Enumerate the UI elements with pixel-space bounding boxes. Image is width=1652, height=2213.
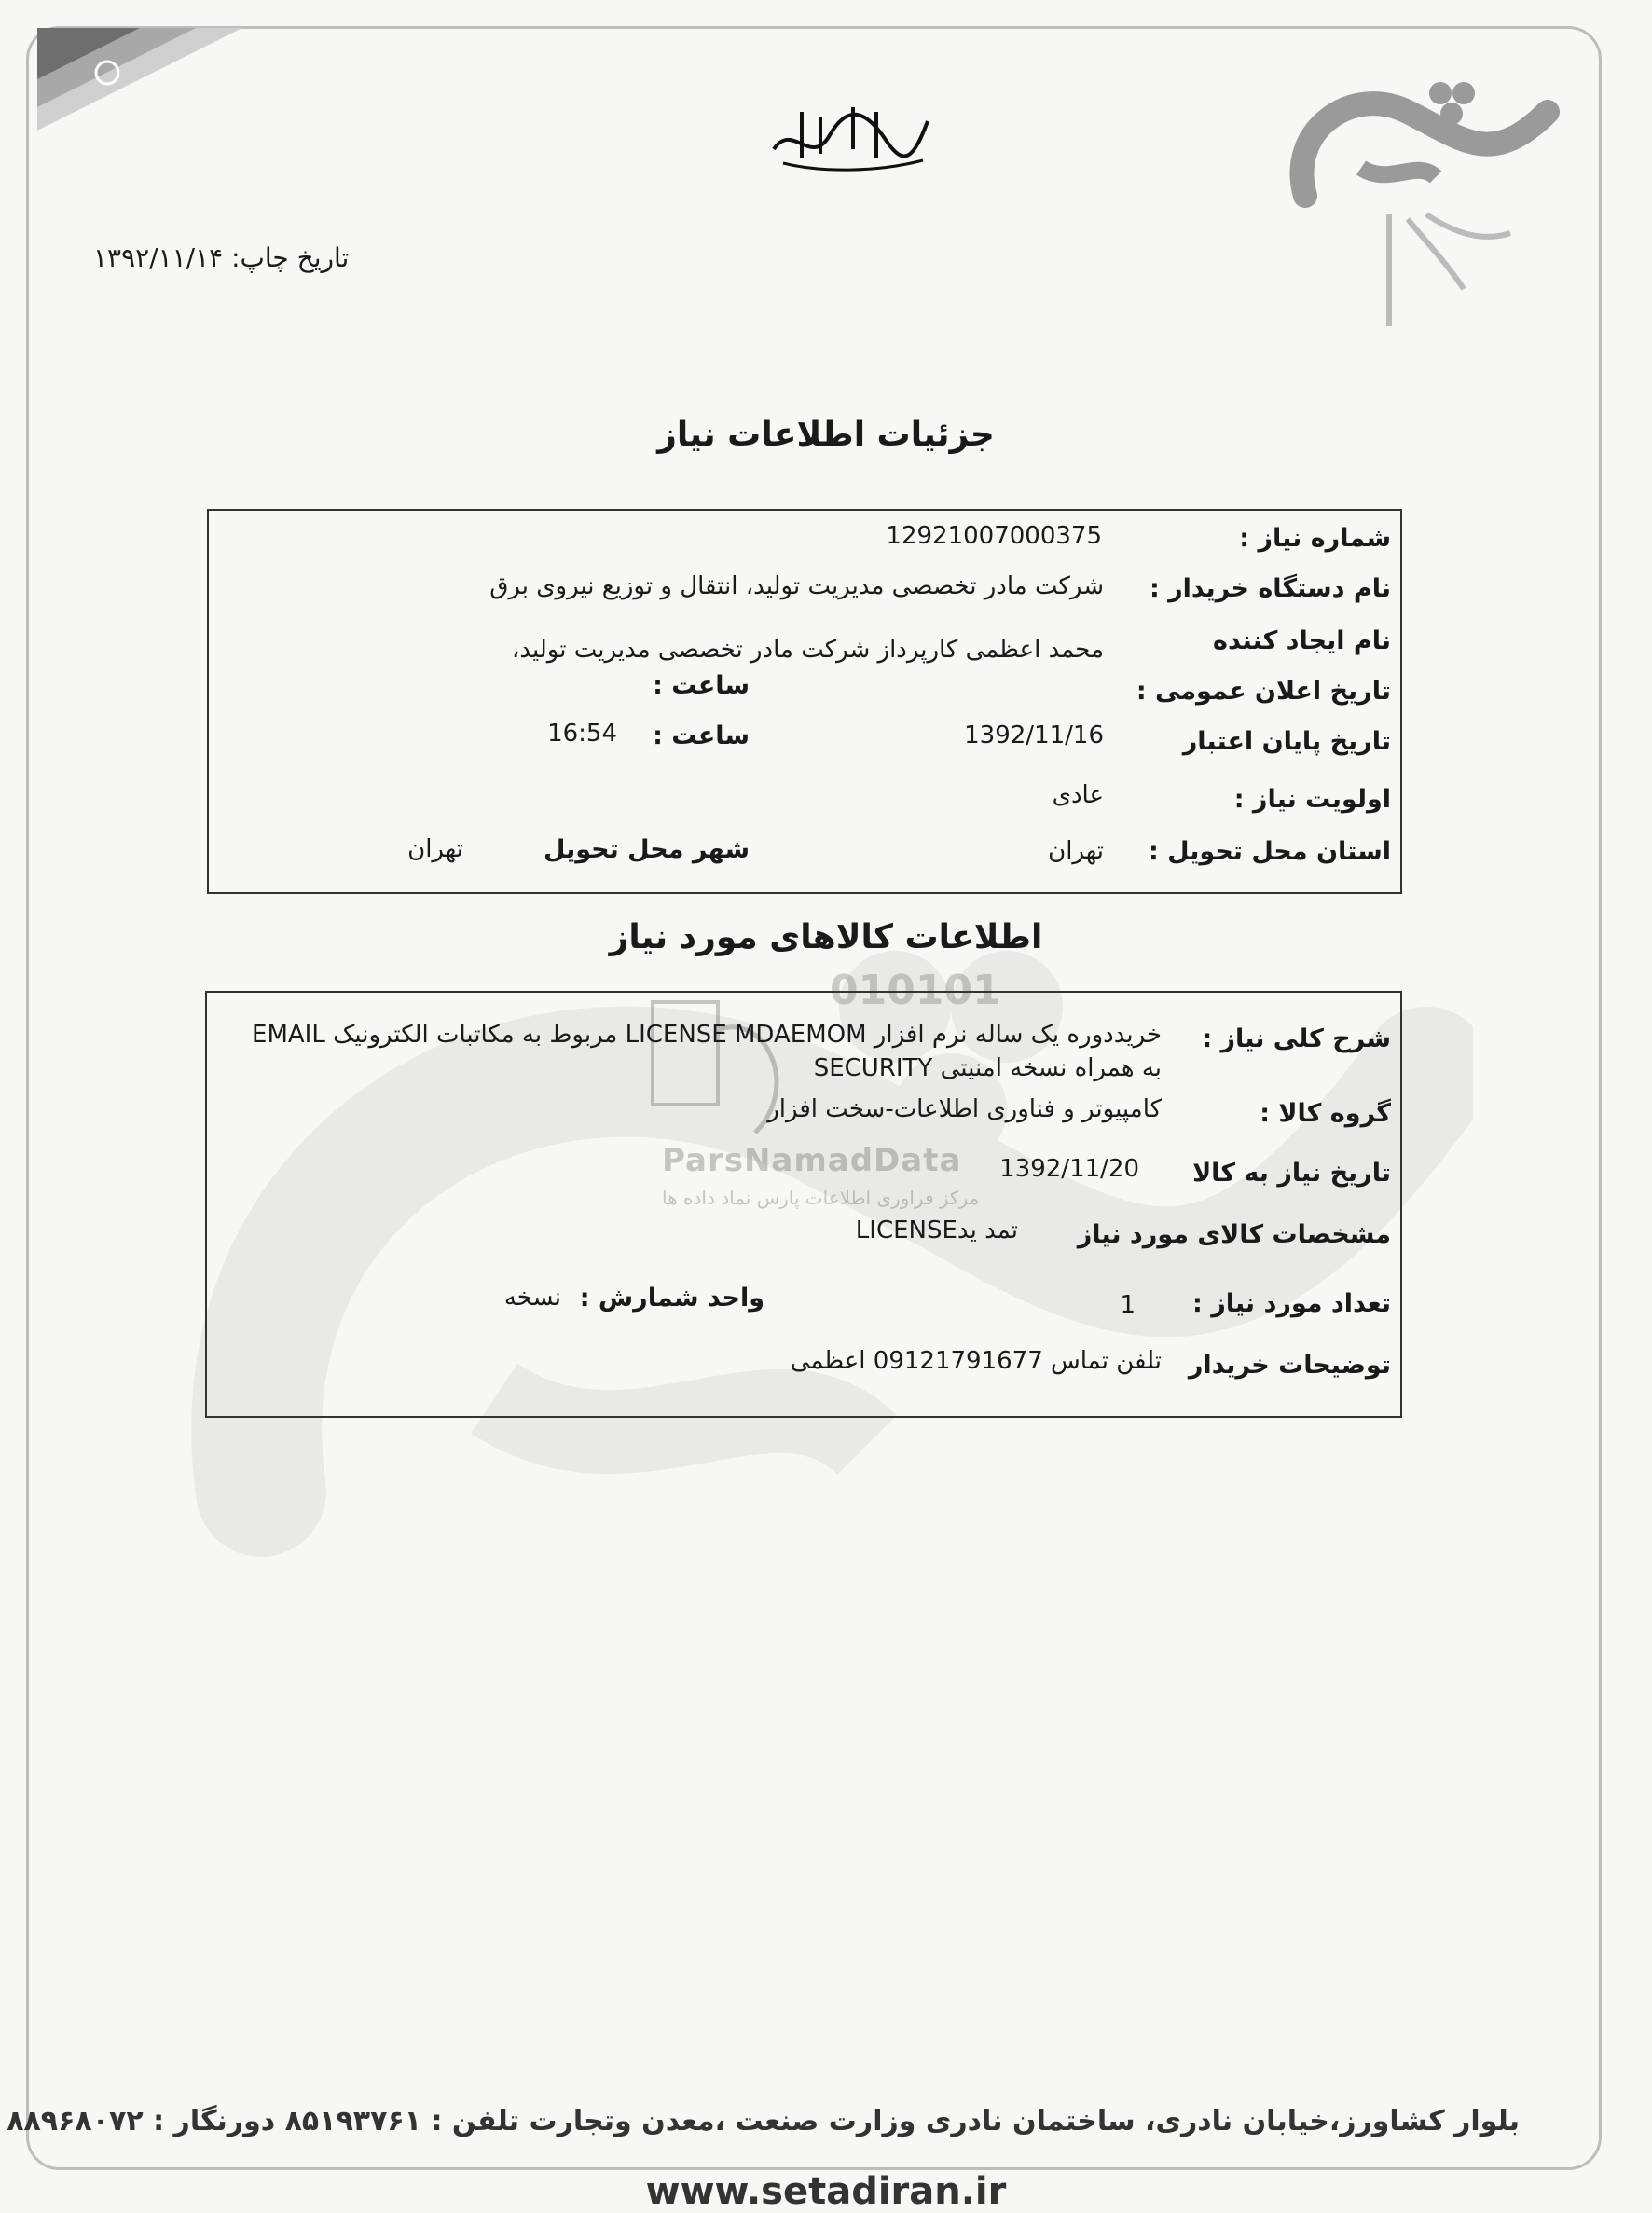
parsnamad-digits: 010101: [830, 967, 1001, 1014]
goods-group-label: گروه کالا :: [1260, 1099, 1391, 1128]
province-value: تهران: [1048, 837, 1104, 865]
notes-label: توضیحات خریدار: [1188, 1351, 1391, 1380]
goods-details-box: [205, 991, 1402, 1418]
buyer-label: نام دستگاه خریدار :: [1149, 574, 1391, 603]
goods-group-value: کامپیوتر و فناوری اطلاعات-سخت افزار: [767, 1095, 1162, 1123]
need-number-label: شماره نیاز :: [1239, 524, 1391, 553]
footer-address: بلوار کشاورز،خیابان نادری، ساختمان نادری وزارت صنعت ،معدن وتجارت تلفن : ۸۵۱۹۳۷۶۱ دورنگار : ۸۸۹۶۸۰۷۲: [7, 2105, 1520, 2137]
validity-date-label: تاریخ پایان اعتبار: [1182, 727, 1391, 756]
city-value: تهران: [407, 835, 463, 863]
spec-label: مشخصات کالای مورد نیاز: [1077, 1220, 1391, 1249]
basmala-calligraphy: [764, 93, 932, 177]
footer-url: www.setadiran.ir: [645, 2170, 1007, 2213]
parsnamad-tagline: مرکز فراوری اطلاعات پارس نماد داده ها: [662, 1187, 980, 1209]
setad-logo: [1277, 56, 1566, 345]
page-title: جزئیات اطلاعات نیاز: [657, 416, 995, 454]
description-label: شرح کلی نیاز :: [1202, 1024, 1391, 1053]
city-label: شهر محل تحویل: [543, 835, 750, 864]
goods-section-title: اطلاعات کالاهای مورد نیاز: [609, 918, 1043, 956]
notes-value: تلفن تماس 09121791677 اعظمی: [790, 1347, 1162, 1375]
province-label: استان محل تحویل :: [1148, 837, 1391, 866]
unit-value: نسخه: [503, 1284, 561, 1312]
announce-time-label: ساعت :: [653, 671, 750, 700]
print-date: تاریخ چاپ: ۱۳۹۲/۱۱/۱۴: [93, 242, 350, 273]
quantity-value: 1: [1120, 1291, 1136, 1319]
creator-label: نام ایجاد کننده: [1213, 626, 1391, 655]
description-line2: به همراه نسخه امنیتی SECURITY: [813, 1054, 1162, 1082]
need-number-value: 12921007000375: [886, 522, 1102, 550]
need-date-label: تاریخ نیاز به کالا: [1192, 1159, 1391, 1188]
unit-label: واحد شمارش :: [579, 1284, 764, 1313]
parsnamad-brand: ParsNamadData: [662, 1142, 962, 1179]
priority-label: اولویت نیاز :: [1233, 785, 1391, 814]
spec-value: تمد یدLICENSE: [855, 1216, 1018, 1244]
quantity-label: تعداد مورد نیاز :: [1192, 1289, 1391, 1318]
creator-value: محمد اعظمی کارپرداز شرکت مادر تخصصی مدیریت تولید،: [511, 636, 1104, 664]
validity-time-label: ساعت :: [653, 722, 750, 750]
priority-value: عادی: [1052, 781, 1104, 809]
validity-time-value: 16:54: [547, 720, 617, 748]
buyer-value: شرکت مادر تخصصی مدیریت تولید، انتقال و توزیع نیروی برق: [489, 572, 1104, 600]
need-date-value: 1392/11/20: [999, 1155, 1139, 1183]
description-line1: خریددوره یک ساله نرم افزار LICENSE MDAEMOM مربوط به مکاتبات الکترونیک EMAIL: [252, 1021, 1162, 1049]
announce-date-label: تاریخ اعلان عمومی :: [1136, 677, 1391, 706]
validity-date-value: 1392/11/16: [964, 722, 1104, 749]
need-details-box: [207, 509, 1402, 894]
iran-flag-emblem: [37, 28, 242, 140]
